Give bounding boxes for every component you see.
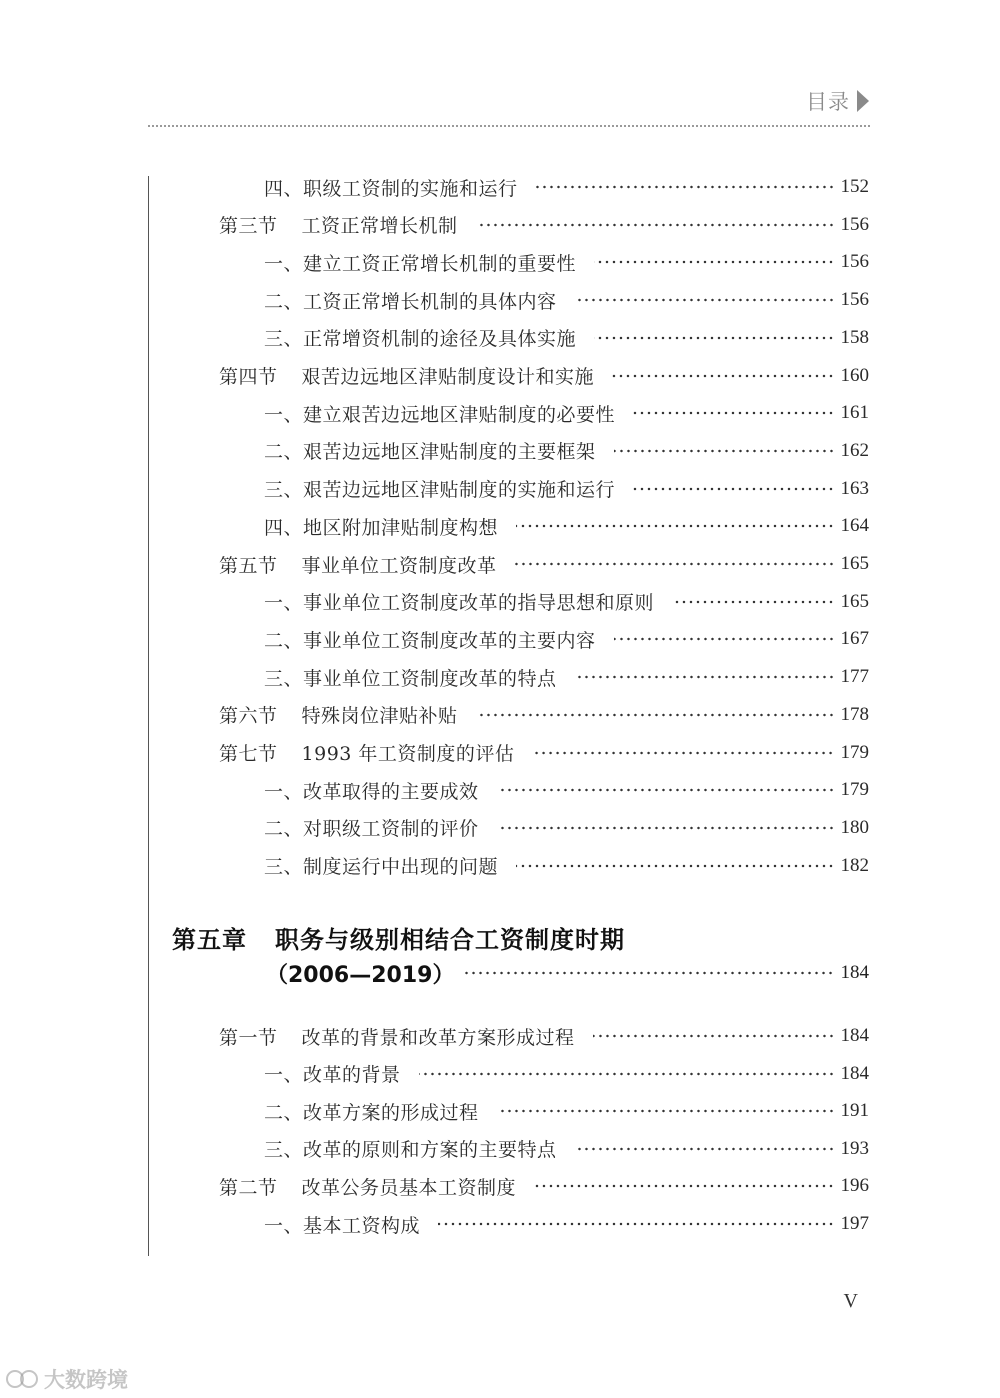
chapter-heading bbox=[172, 920, 625, 955]
toc-entry[interactable] bbox=[0, 436, 869, 466]
toc-entry-text: 二、改革方案的形成过程 bbox=[264, 1101, 479, 1124]
toc-entry-text: 一、建立艰苦边远地区津贴制度的必要性 bbox=[264, 403, 616, 426]
leader-dots bbox=[438, 1222, 834, 1226]
toc-entry-page: 163 bbox=[840, 477, 869, 499]
toc-entry-page: 156 bbox=[840, 251, 869, 273]
toc-entry-label bbox=[264, 1211, 420, 1238]
toc-entry-text: 改革的背景和改革方案形成过程 bbox=[301, 1026, 575, 1049]
toc-entry-label bbox=[219, 739, 514, 766]
toc-entry[interactable] bbox=[0, 361, 869, 391]
leader-dots bbox=[614, 637, 835, 641]
toc-entry-page: 191 bbox=[840, 1100, 869, 1122]
leader-dots bbox=[594, 336, 834, 340]
toc-entry[interactable] bbox=[0, 323, 869, 353]
toc-entry-page: 156 bbox=[840, 213, 869, 235]
toc-entry[interactable] bbox=[0, 1134, 869, 1164]
toc-entry[interactable] bbox=[0, 247, 869, 277]
leader-dots bbox=[497, 826, 835, 830]
leader-dots bbox=[593, 1034, 835, 1038]
leader-dots bbox=[497, 788, 835, 792]
toc-entry-label bbox=[264, 852, 498, 879]
toc-entry-label bbox=[219, 551, 497, 578]
section-number: 第五节 bbox=[219, 554, 278, 577]
watermark-text: 大数跨境 bbox=[44, 1368, 128, 1392]
leader-dots bbox=[534, 1184, 834, 1188]
toc-entry-text: 艰苦边远地区津贴制度设计和实施 bbox=[301, 366, 595, 388]
toc-entry-page: 161 bbox=[840, 402, 869, 424]
toc-entry-page: 197 bbox=[840, 1213, 869, 1234]
toc-entry-label bbox=[219, 701, 458, 728]
toc-entry-label bbox=[219, 1173, 516, 1200]
toc-entry[interactable] bbox=[0, 1059, 869, 1089]
toc-entry-text: 一、改革的背景 bbox=[264, 1064, 401, 1087]
toc-entry[interactable] bbox=[0, 511, 869, 541]
toc-entry[interactable] bbox=[0, 1021, 869, 1051]
leader-dots bbox=[612, 374, 834, 378]
toc-entry-page: 184 bbox=[840, 1025, 869, 1046]
toc-entry-label bbox=[264, 324, 576, 351]
toc-entry-label bbox=[264, 513, 498, 540]
watermark-logo-icon bbox=[6, 1369, 40, 1389]
toc-entry-text: 1993 年工资制度的评估 bbox=[301, 743, 515, 765]
toc-entry-label bbox=[264, 249, 576, 276]
toc-entry-label bbox=[264, 588, 654, 615]
toc-entry-label bbox=[219, 362, 594, 389]
toc-entry-text: 三、正常增资机制的途径及具体实施 bbox=[264, 328, 577, 351]
header-arrow-icon bbox=[857, 90, 869, 112]
toc-entry-page: 178 bbox=[840, 703, 869, 725]
toc-entry-text: 一、改革取得的主要成效 bbox=[264, 780, 479, 803]
toc-entry-page: 184 bbox=[840, 1062, 869, 1084]
toc-entry[interactable] bbox=[0, 662, 869, 692]
toc-entry-text: 二、事业单位工资制度改革的主要内容 bbox=[264, 629, 596, 652]
toc-entry-text: 二、工资正常增长机制的具体内容 bbox=[264, 290, 557, 313]
chapter-subtitle-line[interactable] bbox=[0, 958, 869, 988]
toc-entry[interactable] bbox=[0, 474, 869, 504]
toc-entry[interactable] bbox=[0, 775, 869, 805]
section-number: 第六节 bbox=[219, 705, 278, 728]
toc-entry-page: 177 bbox=[840, 666, 869, 688]
watermark bbox=[6, 1364, 128, 1394]
toc-entry-text: 一、基本工资构成 bbox=[264, 1214, 421, 1237]
toc-entry-page: 179 bbox=[840, 779, 869, 801]
toc-entry-text: 三、制度运行中出现的问题 bbox=[264, 856, 499, 879]
toc-entry-text: 二、艰苦边远地区津贴制度的主要框架 bbox=[264, 441, 596, 464]
toc-entry-text: 一、建立工资正常增长机制的重要性 bbox=[264, 252, 577, 275]
leader-dots bbox=[594, 260, 834, 264]
toc-entry-page: 165 bbox=[840, 553, 869, 574]
toc-entry-text: 四、地区附加津贴制度构想 bbox=[264, 516, 499, 539]
leader-dots bbox=[516, 864, 834, 868]
section-number: 第一节 bbox=[219, 1026, 278, 1049]
toc-entry-text: 三、事业单位工资制度改革的特点 bbox=[264, 667, 557, 690]
section-number: 第七节 bbox=[219, 743, 278, 765]
toc-entry-label bbox=[264, 664, 557, 691]
toc-entry-page: 165 bbox=[840, 590, 869, 612]
toc-entry-page: 164 bbox=[840, 515, 869, 537]
toc-entry-label bbox=[264, 1060, 401, 1087]
toc-entry[interactable] bbox=[0, 624, 869, 654]
toc-entry[interactable] bbox=[0, 851, 869, 881]
toc-entry-text: 四、职级工资制的实施和运行 bbox=[264, 177, 518, 200]
page-number: V bbox=[843, 1290, 858, 1312]
header-divider bbox=[148, 125, 870, 127]
toc-entry-text: 特殊岗位津贴补贴 bbox=[301, 705, 458, 728]
toc-entry-text: 三、改革的原则和方案的主要特点 bbox=[264, 1139, 557, 1162]
toc-entry-page: 196 bbox=[840, 1175, 869, 1197]
toc-entry-label bbox=[264, 777, 479, 804]
toc-entry-page: 193 bbox=[840, 1137, 869, 1159]
toc-entry-label bbox=[264, 400, 615, 427]
leader-dots bbox=[515, 562, 835, 566]
toc-entry-text: 三、艰苦边远地区津贴制度的实施和运行 bbox=[264, 479, 616, 502]
toc-entry-text: 工资正常增长机制 bbox=[301, 215, 458, 238]
toc-entry-page: 182 bbox=[840, 854, 869, 876]
toc-entry-label bbox=[219, 1023, 575, 1050]
toc-entry-text: 二、对职级工资制的评价 bbox=[264, 818, 479, 841]
toc-entry-page: 162 bbox=[840, 439, 869, 461]
toc-entry[interactable] bbox=[0, 1209, 869, 1239]
leader-dots bbox=[633, 411, 834, 415]
leader-dots bbox=[575, 298, 835, 302]
toc-entry[interactable] bbox=[0, 172, 869, 202]
toc-entry-page: 160 bbox=[840, 364, 869, 386]
toc-entry[interactable] bbox=[0, 587, 869, 617]
toc-entry-text: 事业单位工资制度改革 bbox=[301, 554, 497, 577]
toc-entry-label bbox=[264, 287, 557, 314]
section-number: 第四节 bbox=[219, 366, 278, 388]
toc-entry-label bbox=[264, 174, 518, 201]
chapter-number: 第五章 bbox=[172, 926, 247, 954]
leader-dots bbox=[575, 675, 835, 679]
leader-dots bbox=[476, 713, 835, 717]
section-number: 第三节 bbox=[219, 215, 278, 238]
toc-entry-text: 一、事业单位工资制度改革的指导思想和原则 bbox=[264, 592, 655, 615]
toc-entry[interactable] bbox=[0, 738, 869, 768]
toc-entry-page: 179 bbox=[840, 741, 869, 763]
chapter-page: 184 bbox=[840, 962, 869, 983]
section-number: 第二节 bbox=[219, 1176, 278, 1199]
toc-entry[interactable] bbox=[0, 813, 869, 843]
toc-entry-label bbox=[264, 475, 615, 502]
toc-entry[interactable] bbox=[0, 398, 869, 428]
toc-entry-page: 156 bbox=[840, 289, 869, 311]
toc-entry[interactable] bbox=[0, 549, 869, 579]
toc-entry-label bbox=[264, 626, 596, 653]
toc-entry[interactable] bbox=[0, 210, 869, 240]
leader-dots bbox=[614, 449, 835, 453]
leader-dots bbox=[497, 1109, 835, 1113]
toc-entry-label bbox=[264, 814, 479, 841]
leader-dots bbox=[476, 223, 835, 227]
leader-dots bbox=[536, 185, 835, 189]
toc-entry[interactable] bbox=[0, 1096, 869, 1126]
chapter-title: 职务与级别相结合工资制度时期 bbox=[275, 926, 625, 954]
header-title: 目录 bbox=[806, 90, 850, 114]
toc-entry[interactable] bbox=[0, 700, 869, 730]
leader-dots bbox=[419, 1072, 835, 1076]
toc-entry[interactable] bbox=[0, 1171, 869, 1201]
leader-dots bbox=[672, 600, 834, 604]
leader-dots bbox=[516, 524, 834, 528]
toc-entry-page: 167 bbox=[840, 628, 869, 650]
leader-dots bbox=[575, 1147, 835, 1151]
toc-entry-label bbox=[264, 1135, 557, 1162]
toc-entry-label bbox=[264, 437, 596, 464]
toc-entry-page: 180 bbox=[840, 816, 869, 838]
leader-dots bbox=[532, 751, 834, 755]
chapter-subtitle: （2006—2019） bbox=[266, 962, 455, 988]
toc-entry[interactable] bbox=[0, 285, 869, 315]
leader-dots bbox=[464, 971, 834, 975]
leader-dots bbox=[633, 487, 834, 491]
toc-entry-page: 152 bbox=[840, 176, 869, 197]
toc-entry-page: 158 bbox=[840, 326, 869, 348]
toc-entry-text: 改革公务员基本工资制度 bbox=[301, 1176, 517, 1199]
toc-entry-label bbox=[264, 1098, 479, 1125]
toc-entry-label bbox=[219, 211, 458, 238]
